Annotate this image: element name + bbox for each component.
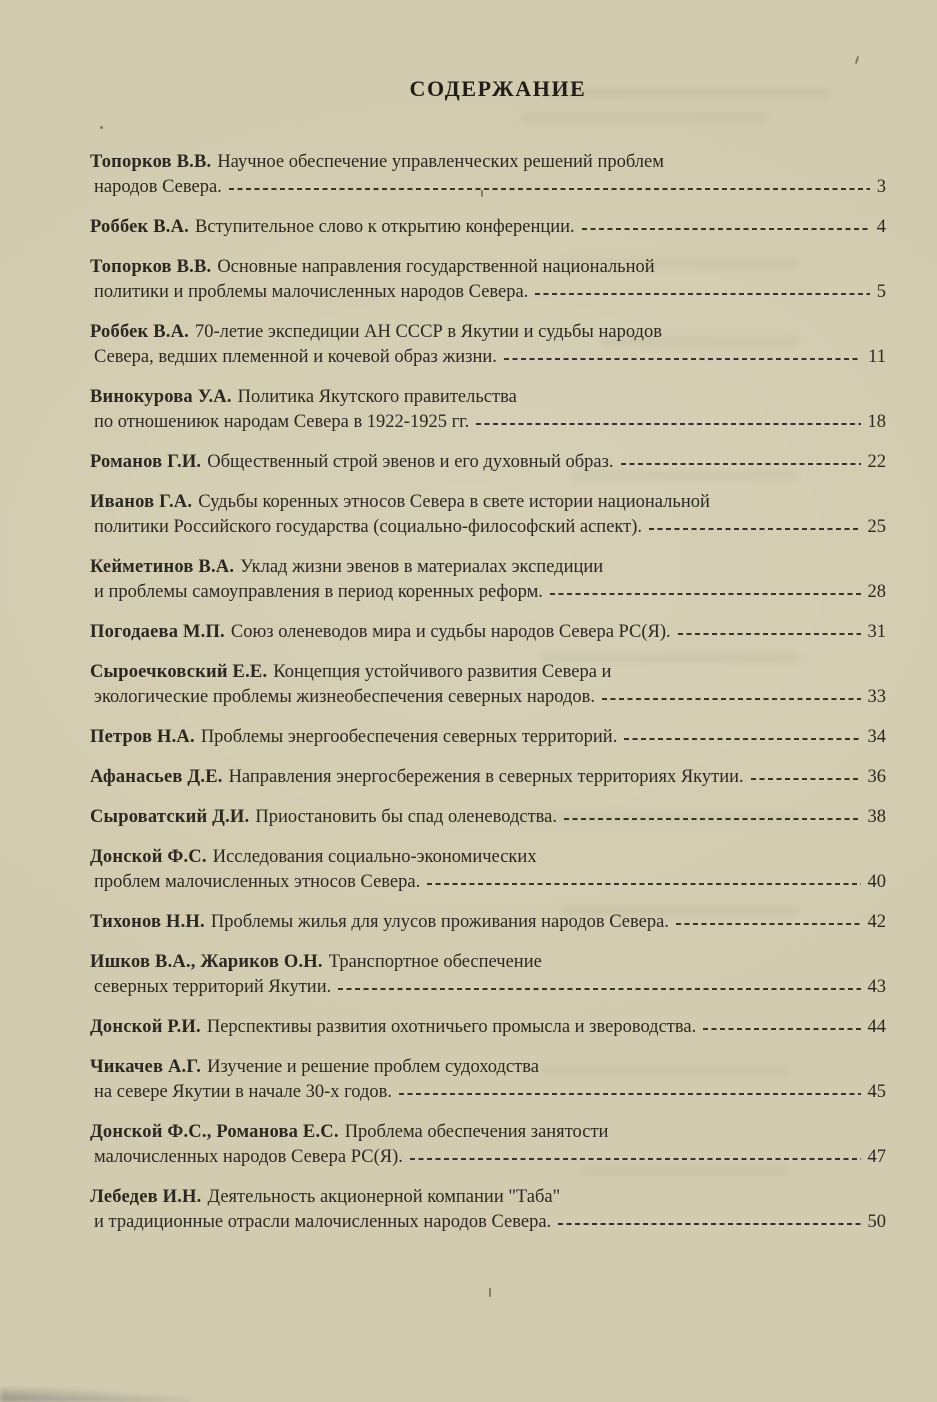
entry-title-text: Транспортное обеспечение — [328, 952, 542, 972]
toc-entry — [90, 215, 886, 240]
toc-entry — [90, 1185, 886, 1235]
toc-entry-line — [90, 765, 886, 790]
toc-entry-line — [90, 660, 886, 685]
toc-entry-line — [90, 620, 886, 645]
page-number: 50 — [867, 1212, 886, 1232]
entry-title-continuation: проблем малочисленных этносов Севера. — [94, 872, 421, 892]
page-number: 42 — [867, 912, 886, 932]
entry-title-text: Основные направления государственной национальной — [217, 257, 655, 277]
dotted-leader — [410, 1158, 861, 1160]
dotted-leader — [703, 1028, 860, 1030]
entry-title-continuation: и традиционные отрасли малочисленных народов Севера. — [94, 1212, 552, 1232]
entry-title-continuation: Севера, ведших племенной и кочевой образ жизни. — [94, 347, 497, 367]
toc-entry — [90, 725, 886, 750]
entry-author: Роббек В.А. — [90, 217, 189, 237]
toc-entry-line — [90, 515, 886, 540]
entry-title-continuation: политики Российского государства (социально-философский аспект). — [94, 517, 643, 537]
toc-entry-line — [90, 1120, 886, 1145]
toc-entry-line — [90, 1055, 886, 1080]
dotted-leader — [476, 423, 860, 425]
toc-entry-line — [90, 385, 886, 410]
toc-entry — [90, 805, 886, 830]
toc-entry — [90, 1120, 886, 1170]
toc-entry-line — [90, 580, 886, 605]
page-number: 38 — [867, 807, 886, 827]
entry-title-text: Союз оленеводов мира и судьбы народов Севера РС(Я). — [230, 622, 671, 642]
entry-author: Сыроватский Д.И. — [90, 807, 250, 827]
toc-entry — [90, 620, 886, 645]
toc-entry-line — [90, 255, 886, 280]
page-number: 36 — [867, 767, 886, 787]
entry-author: Иванов Г.А. — [90, 492, 193, 512]
dotted-leader — [535, 293, 869, 295]
entry-title-text: Концепция устойчивого развития Севера и — [273, 662, 612, 682]
entry-title-text: Проблема обеспечения занятости — [344, 1122, 609, 1142]
dotted-leader — [504, 358, 861, 360]
toc-entry-line — [90, 870, 886, 895]
entry-author: Афанасьев Д.Е. — [90, 767, 223, 787]
dotted-leader — [338, 988, 860, 990]
entry-title-continuation: по отношениюк народам Севера в 1922-1925 гг. — [94, 412, 470, 432]
entry-author: Тихонов Н.Н. — [90, 912, 205, 932]
toc-entry — [90, 255, 886, 305]
dotted-leader — [399, 1093, 860, 1095]
toc-entry-line — [90, 910, 886, 935]
entry-title-text: Перспективы развития охотничьего промысла и звероводства. — [206, 1017, 697, 1037]
dotted-leader — [229, 188, 870, 190]
toc-entry-line — [90, 320, 886, 345]
page-number: 40 — [867, 872, 886, 892]
entry-title-text: Проблемы энергообеспечения северных территорий. — [200, 727, 618, 747]
toc-entry-line — [90, 555, 886, 580]
entry-title-text: Вступительное слово к открытию конференции. — [195, 217, 575, 237]
toc-entry-line — [90, 845, 886, 870]
page-number: 43 — [867, 977, 886, 997]
toc-entry-line — [90, 345, 886, 370]
entry-author: Кейметинов В.А. — [90, 557, 235, 577]
toc-content — [90, 0, 886, 1250]
page-number: 3 — [876, 177, 886, 197]
entry-title-text: Научное обеспечение управленческих решений проблем — [217, 152, 664, 172]
entry-author: Винокурова У.А. — [90, 387, 232, 407]
toc-entry-line — [90, 1210, 886, 1235]
toc-list — [90, 150, 886, 1235]
dotted-leader — [564, 818, 861, 820]
entry-title-continuation: на севере Якутии в начале 30-х годов. — [94, 1082, 393, 1102]
entry-author: Петров Н.А. — [90, 727, 195, 747]
toc-entry-line — [90, 1015, 886, 1040]
page-number: 22 — [867, 452, 886, 472]
toc-entry-line — [90, 450, 886, 475]
toc-entry-line — [90, 805, 886, 830]
toc-entry — [90, 320, 886, 370]
entry-title-continuation: и проблемы самоуправления в период коренных реформ. — [94, 582, 543, 602]
entry-title-text: Судьбы коренных этносов Севера в свете истории национальной — [198, 492, 710, 512]
page-number: 31 — [867, 622, 886, 642]
entry-author: Ишков В.А., Жариков О.Н. — [90, 952, 323, 972]
toc-entry — [90, 490, 886, 540]
page-number: 28 — [867, 582, 886, 602]
entry-author: Донской Р.И. — [90, 1017, 201, 1037]
page-number: 45 — [867, 1082, 886, 1102]
toc-entry-line — [90, 1185, 886, 1210]
toc-entry — [90, 765, 886, 790]
toc-entry-line — [90, 215, 886, 240]
entry-title-text: Общественный строй эвенов и его духовный образ. — [207, 452, 614, 472]
toc-entry — [90, 555, 886, 605]
toc-entry-line — [90, 685, 886, 710]
page-number: 4 — [876, 217, 886, 237]
entry-author: Роббек В.А. — [90, 322, 189, 342]
entry-title-continuation: экологические проблемы жизнеобеспечения северных народов. — [94, 687, 595, 707]
page-title: СОДЕРЖАНИЕ — [409, 76, 587, 101]
page-number: 11 — [868, 347, 886, 367]
entry-author: Донской Ф.С. — [90, 847, 207, 867]
toc-entry — [90, 385, 886, 435]
entry-title-text: Исследования социально-экономических — [212, 847, 537, 867]
entry-title-continuation: малочисленных народов Севера РС(Я). — [94, 1147, 403, 1167]
page-number: 25 — [867, 517, 886, 537]
toc-entry-line — [90, 1080, 886, 1105]
toc-entry-line — [90, 410, 886, 435]
entry-author: Сыроечковский Е.Е. — [90, 662, 268, 682]
entry-title-text: Изучение и решение проблем судоходства — [207, 1057, 539, 1077]
toc-entry-line — [90, 175, 886, 200]
page-number: 34 — [867, 727, 886, 747]
dotted-leader — [621, 463, 861, 465]
dust-speck — [489, 1288, 491, 1297]
dotted-leader — [751, 778, 861, 780]
page-number: 44 — [867, 1017, 886, 1037]
toc-entry-line — [90, 280, 886, 305]
dotted-leader — [624, 738, 860, 740]
toc-entry — [90, 845, 886, 895]
toc-entry — [90, 950, 886, 1000]
entry-author: Чикачев А.Г. — [90, 1057, 202, 1077]
toc-entry-line — [90, 1145, 886, 1170]
dotted-leader — [427, 883, 860, 885]
entry-title-text: Уклад жизни эвенов в материалах экспедиции — [240, 557, 604, 577]
entry-title-continuation: народов Севера. — [94, 177, 222, 197]
scan-edge-shadow — [0, 1388, 190, 1402]
entry-author: Донской Ф.С., Романова Е.С. — [90, 1122, 339, 1142]
toc-entry-line — [90, 950, 886, 975]
toc-entry — [90, 450, 886, 475]
toc-entry-line — [90, 150, 886, 175]
page-number: 47 — [867, 1147, 886, 1167]
toc-entry — [90, 150, 886, 200]
toc-entry-line — [90, 725, 886, 750]
page-number: 33 — [867, 687, 886, 707]
toc-entry-line — [90, 490, 886, 515]
page-number: 5 — [876, 282, 886, 302]
entry-author: Лебедев И.Н. — [90, 1187, 202, 1207]
entry-title-text: Направления энергосбережения в северных территориях Якутии. — [228, 767, 744, 787]
entry-author: Топорков В.В. — [90, 152, 212, 172]
toc-entry — [90, 660, 886, 710]
toc-entry-line — [90, 975, 886, 1000]
toc-entry — [90, 910, 886, 935]
entry-title-continuation: северных территорий Якутии. — [94, 977, 332, 997]
entry-title-continuation: политики и проблемы малочисленных народов Севера. — [94, 282, 529, 302]
entry-title-text: Проблемы жилья для улусов проживания народов Севера. — [210, 912, 669, 932]
toc-entry — [90, 1015, 886, 1040]
dotted-leader — [602, 698, 861, 700]
dotted-leader — [550, 593, 861, 595]
entry-title-text: Приостановить бы спад оленеводства. — [255, 807, 557, 827]
toc-entry — [90, 1055, 886, 1105]
entry-author: Романов Г.И. — [90, 452, 202, 472]
dotted-leader — [558, 1223, 860, 1225]
dotted-leader — [582, 228, 870, 230]
entry-title-text: Политика Якутского правительства — [237, 387, 517, 407]
dotted-leader — [678, 633, 861, 635]
entry-author: Погодаева М.П. — [90, 622, 225, 642]
entry-author: Топорков В.В. — [90, 257, 212, 277]
dotted-leader — [649, 528, 860, 530]
dotted-leader — [676, 923, 861, 925]
entry-title-text: Деятельность акционерной компании "Таба" — [207, 1187, 561, 1207]
page-number: 18 — [867, 412, 886, 432]
entry-title-text: 70-летие экспедиции АН СССР в Якутии и судьбы народов — [195, 322, 662, 342]
